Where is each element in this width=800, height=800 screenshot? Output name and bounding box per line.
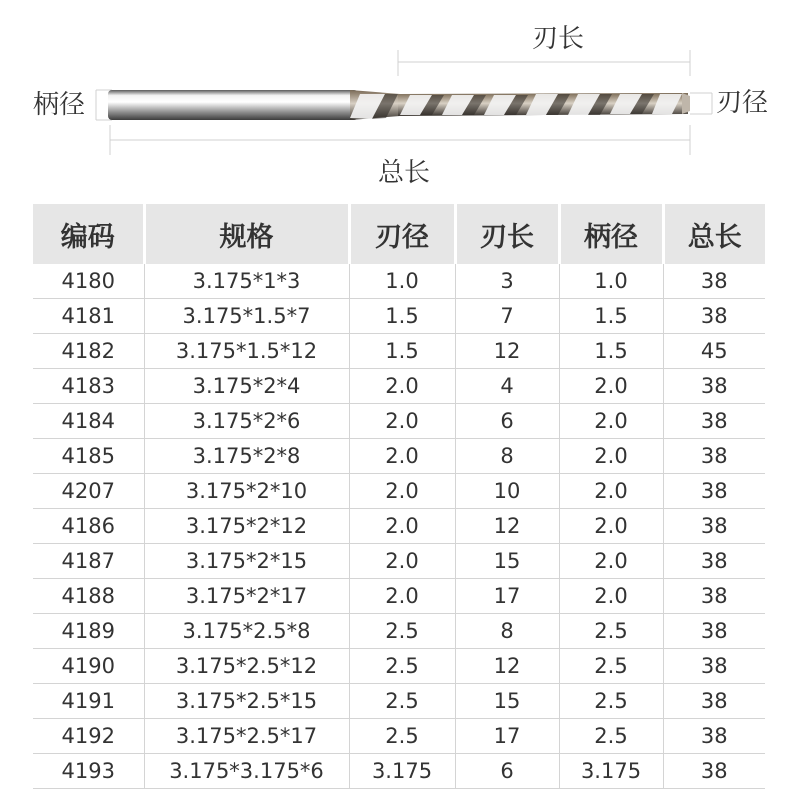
cell-blade-diameter: 1.5 xyxy=(349,334,455,369)
cell-code: 4183 xyxy=(33,369,144,404)
cell-total-length: 38 xyxy=(663,544,765,579)
cell-spec: 3.175*1.5*7 xyxy=(144,299,349,334)
header-spec: 规格 xyxy=(144,204,349,264)
cell-blade-diameter: 2.5 xyxy=(349,684,455,719)
cell-spec: 3.175*1*3 xyxy=(144,264,349,299)
cell-code: 4188 xyxy=(33,579,144,614)
cell-code: 4193 xyxy=(33,754,144,789)
cell-blade-length: 8 xyxy=(455,614,559,649)
cell-blade-length: 7 xyxy=(455,299,559,334)
cell-total-length: 38 xyxy=(663,404,765,439)
cell-shank-diameter: 2.5 xyxy=(559,684,663,719)
header-code: 编码 xyxy=(33,204,144,264)
table-row xyxy=(33,614,765,649)
table-row xyxy=(33,544,765,579)
cell-blade-length: 15 xyxy=(455,684,559,719)
cell-spec: 3.175*1.5*12 xyxy=(144,334,349,369)
cell-shank-diameter: 2.0 xyxy=(559,579,663,614)
drill-bit-diagram xyxy=(0,0,800,200)
table-row xyxy=(33,404,765,439)
cell-total-length: 38 xyxy=(663,719,765,754)
cell-blade-length: 12 xyxy=(455,334,559,369)
cell-shank-diameter: 2.5 xyxy=(559,719,663,754)
cell-blade-diameter: 1.0 xyxy=(349,264,455,299)
cell-blade-diameter: 2.0 xyxy=(349,509,455,544)
table-row xyxy=(33,579,765,614)
cell-blade-diameter: 1.5 xyxy=(349,299,455,334)
cell-blade-diameter: 2.0 xyxy=(349,369,455,404)
table-row xyxy=(33,439,765,474)
cell-blade-length: 6 xyxy=(455,404,559,439)
cell-total-length: 38 xyxy=(663,369,765,404)
cell-shank-diameter: 3.175 xyxy=(559,754,663,789)
cell-code: 4186 xyxy=(33,509,144,544)
cell-total-length: 38 xyxy=(663,299,765,334)
cell-shank-diameter: 2.5 xyxy=(559,614,663,649)
table-row xyxy=(33,334,765,369)
cell-spec: 3.175*2*6 xyxy=(144,404,349,439)
cell-blade-diameter: 2.0 xyxy=(349,404,455,439)
table-row xyxy=(33,684,765,719)
cell-code: 4181 xyxy=(33,299,144,334)
cell-blade-length: 17 xyxy=(455,719,559,754)
cell-spec: 3.175*2.5*15 xyxy=(144,684,349,719)
cell-shank-diameter: 2.0 xyxy=(559,404,663,439)
cell-code: 4207 xyxy=(33,474,144,509)
header-total-length: 总长 xyxy=(663,204,765,264)
cell-blade-diameter: 2.5 xyxy=(349,649,455,684)
table-row xyxy=(33,754,765,789)
cell-spec: 3.175*2.5*17 xyxy=(144,719,349,754)
header-shank-diameter: 柄径 xyxy=(559,204,663,264)
cell-shank-diameter: 2.0 xyxy=(559,369,663,404)
cell-shank-diameter: 1.0 xyxy=(559,264,663,299)
cell-blade-diameter: 2.5 xyxy=(349,719,455,754)
header-blade-length: 刃长 xyxy=(455,204,559,264)
cell-blade-diameter: 2.0 xyxy=(349,544,455,579)
cell-code: 4182 xyxy=(33,334,144,369)
cell-spec: 3.175*2*12 xyxy=(144,509,349,544)
blade-diameter-label: 刃径 xyxy=(716,88,769,118)
cell-spec: 3.175*2*15 xyxy=(144,544,349,579)
table-row xyxy=(33,369,765,404)
cell-shank-diameter: 2.0 xyxy=(559,439,663,474)
shank-diameter-label: 柄径 xyxy=(33,90,86,120)
cell-spec: 3.175*2*8 xyxy=(144,439,349,474)
cell-spec: 3.175*2*10 xyxy=(144,474,349,509)
cell-shank-diameter: 1.5 xyxy=(559,334,663,369)
cell-blade-length: 8 xyxy=(455,439,559,474)
cell-total-length: 38 xyxy=(663,439,765,474)
cell-blade-length: 3 xyxy=(455,264,559,299)
cell-blade-diameter: 2.0 xyxy=(349,439,455,474)
cell-blade-length: 17 xyxy=(455,579,559,614)
total-length-label: 总长 xyxy=(378,158,431,188)
cell-blade-length: 12 xyxy=(455,509,559,544)
cell-total-length: 38 xyxy=(663,264,765,299)
cell-code: 4190 xyxy=(33,649,144,684)
cell-blade-length: 12 xyxy=(455,649,559,684)
table-row xyxy=(33,719,765,754)
cell-blade-diameter: 2.0 xyxy=(349,579,455,614)
cell-blade-diameter: 3.175 xyxy=(349,754,455,789)
cell-shank-diameter: 1.5 xyxy=(559,299,663,334)
cell-code: 4192 xyxy=(33,719,144,754)
cell-total-length: 38 xyxy=(663,684,765,719)
cell-shank-diameter: 2.0 xyxy=(559,509,663,544)
cell-code: 4191 xyxy=(33,684,144,719)
cell-code: 4180 xyxy=(33,264,144,299)
table-row xyxy=(33,299,765,334)
table-row xyxy=(33,649,765,684)
cell-total-length: 38 xyxy=(663,614,765,649)
spec-table xyxy=(33,204,765,789)
cell-code: 4189 xyxy=(33,614,144,649)
blade-length-label: 刃长 xyxy=(532,24,585,54)
cell-blade-length: 10 xyxy=(455,474,559,509)
header-blade-diameter: 刃径 xyxy=(349,204,455,264)
cell-total-length: 38 xyxy=(663,649,765,684)
table-row xyxy=(33,264,765,299)
cell-total-length: 38 xyxy=(663,509,765,544)
cell-total-length: 38 xyxy=(663,579,765,614)
cell-spec: 3.175*2*4 xyxy=(144,369,349,404)
table-row xyxy=(33,474,765,509)
table-row xyxy=(33,509,765,544)
cell-shank-diameter: 2.5 xyxy=(559,649,663,684)
cell-total-length: 38 xyxy=(663,754,765,789)
cell-total-length: 45 xyxy=(663,334,765,369)
cell-code: 4187 xyxy=(33,544,144,579)
table-header-row xyxy=(33,204,765,264)
cell-shank-diameter: 2.0 xyxy=(559,544,663,579)
cell-code: 4185 xyxy=(33,439,144,474)
cell-blade-diameter: 2.0 xyxy=(349,474,455,509)
cell-spec: 3.175*2.5*12 xyxy=(144,649,349,684)
cell-code: 4184 xyxy=(33,404,144,439)
cell-spec: 3.175*3.175*6 xyxy=(144,754,349,789)
cell-total-length: 38 xyxy=(663,474,765,509)
cell-blade-length: 6 xyxy=(455,754,559,789)
cell-blade-length: 4 xyxy=(455,369,559,404)
cell-spec: 3.175*2*17 xyxy=(144,579,349,614)
cell-blade-length: 15 xyxy=(455,544,559,579)
cell-spec: 3.175*2.5*8 xyxy=(144,614,349,649)
cell-blade-diameter: 2.5 xyxy=(349,614,455,649)
cell-shank-diameter: 2.0 xyxy=(559,474,663,509)
